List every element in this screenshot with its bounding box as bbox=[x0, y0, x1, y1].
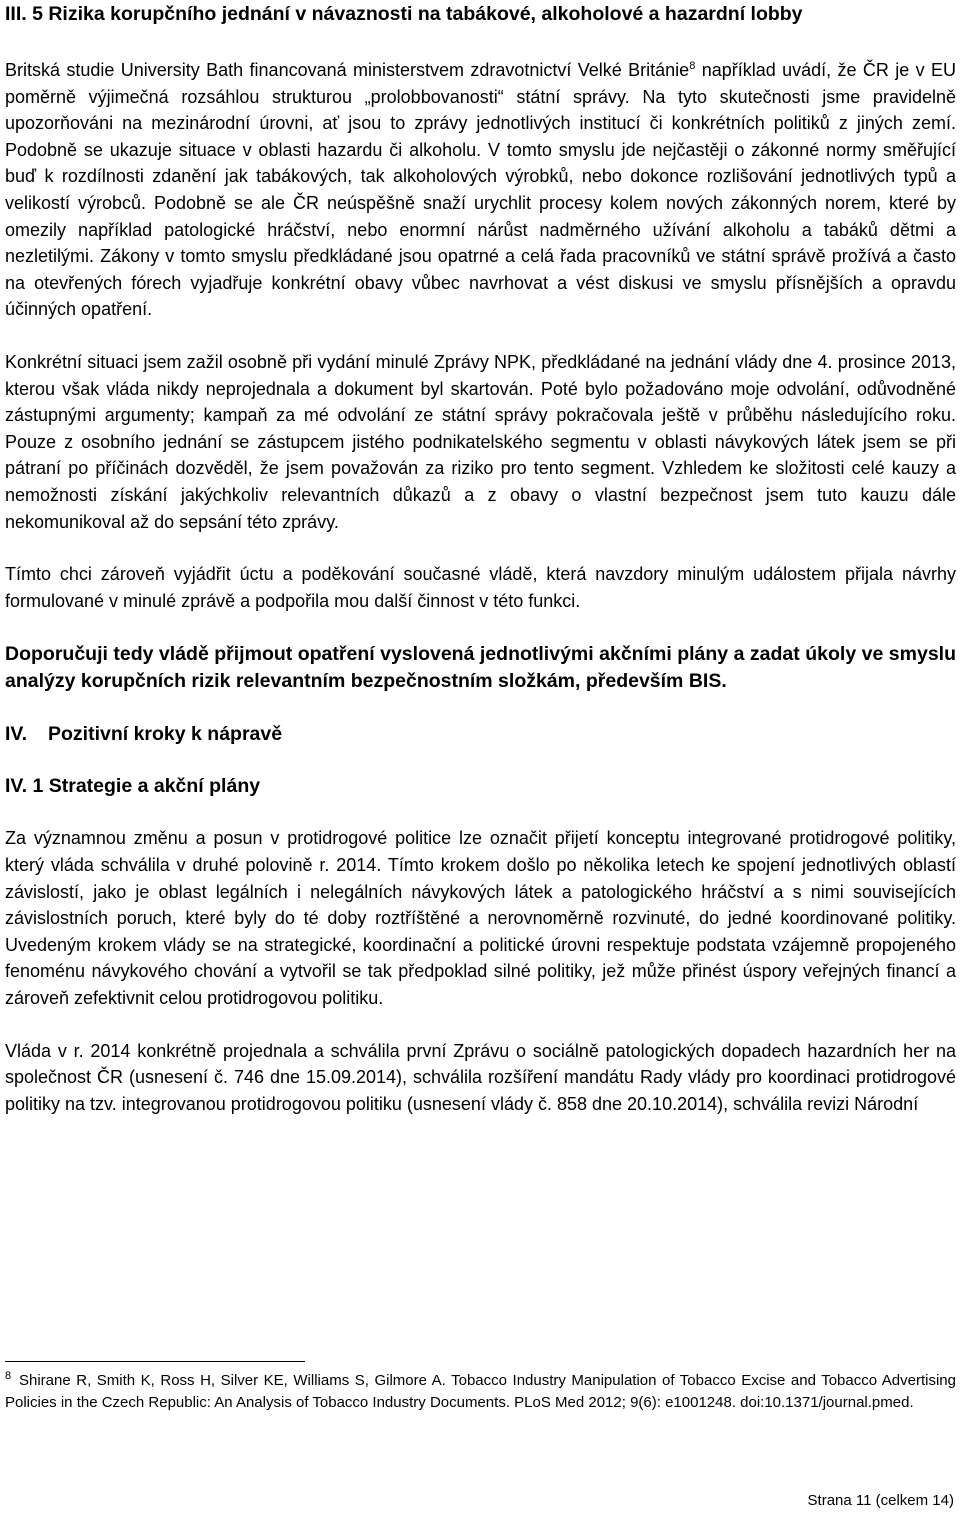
footnote-text: Shirane R, Smith K, Ross H, Silver KE, Williams S, Gilmore A. Tobacco Industry Manipulation of Tobacco Excise and Tobacco Advertising Policies in the Czech Republic: An Analysis of Tobacco Industry Documents. PLoS Med 2012; 9(6): e1001248. doi:10.1371/journal.pmed. bbox=[5, 1372, 956, 1411]
footnote-reference: 8 bbox=[689, 60, 696, 72]
paragraph-integrated-policy: Za významnou změnu a posun v protidrogové politice lze označit přijetí konceptu integrované protidrogové politiky, který vláda schválila v druhé polovině r. 2014. Tímto krokem došlo po několika letech ke spojení jednotlivých oblastí závislostí, jako je oblast legálních i nelegálních návykových látek a patologického hráčství a s nimi souvisejících závislostních poruch, které byly do té doby roztříštěné a nerovnoměrně rozvinuté, do jedné koordinované politiky. Uvedeným krokem vlády se na strategické, koordinační a politické úrovni respektuje podstata vzájemně propojeného fenoménu návykového chování a vytvořil se tak předpoklad silné politiky, jež může přinést úspory veřejných financí a zároveň zefektivnit celou protidrogovou politiku. bbox=[5, 828, 956, 1009]
document-page bbox=[5, 0, 956, 1117]
paragraph-thanks: Tímto chci zároveň vyjádřit úctu a poděkování současné vládě, která navzdory minulým událostem přijala návrhy formulované v minulé zprávě a podpořila mou další činnost v této funkci. bbox=[5, 564, 956, 611]
paragraph-recommendation: Doporučuji tedy vládě přijmout opatření vyslovená jednotlivými akčními plány a zadat úkoly ve smyslu analýzy korupčních rizik relevantním bezpečnostním složkám, především BIS. bbox=[5, 643, 956, 692]
paragraph-lobby-study-start: Britská studie University Bath financovaná ministerstvem zdravotnictví Velké Británie bbox=[5, 60, 690, 80]
paragraph-government-actions: Vláda v r. 2014 konkrétně projednala a schválila první Zprávu o sociálně patologických dopadech hazardních her na společnost ČR (usnesení č. 746 dne 15.09.2014), schválila rozšíření mandátu Rady vlády pro koordinaci protidrogové politiky na tzv. integrovanou protidrogovou politiku (usnesení vlády č. 858 dne 20.10.2014), schválila revizi Národní bbox=[5, 1040, 956, 1114]
section-title: Pozitivní kroky k nápravě bbox=[48, 723, 283, 746]
section-heading bbox=[5, 721, 956, 747]
paragraph-lobby-study bbox=[5, 57, 956, 323]
subsection-heading: IV. 1 Strategie a akční plány bbox=[5, 775, 261, 798]
page-number: Strana 11 (celkem 14) bbox=[807, 1492, 954, 1509]
footnote-separator bbox=[5, 1361, 305, 1362]
footnote: 8 Shirane R, Smith K, Ross H, Silver KE, Williams S, Gilmore A. Tobacco Industry Manipulation of Tobacco Excise and Tobacco Advertising Policies in the Czech Republic: An Analysis of Tobacco Industry Documents. PLoS Med 2012; 9(6): e1001248. doi:10.1371/journal.pmed. bbox=[5, 1370, 956, 1411]
section-number: IV. bbox=[5, 723, 28, 746]
paragraph-personal-experience: Konkrétní situaci jsem zažil osobně při vydání minulé Zprávy NPK, předkládané na jednání vlády dne 4. prosince 2013, kterou však vláda nikdy neprojednala a dokument byl skartován. Poté bylo požadováno moje odvolání, odůvodněné zástupnými argumenty; kampaň za mé odvolání ze státní správy pokračovala ještě v průběhu následujícího roku. Pouze z osobního jednání se zástupcem jistého podnikatelského segmentu v oblasti návykových látek jsem se při pátraní po příčinách dozvěděl, že jsem považován za riziko pro tento segment. Vzhledem ke složitosti celé kauzy a nemožnosti získání jakýchkoliv relevantních důkazů a z obavy o vlastní bezpečnost jsem tuto kauzu dále nekomunikoval až do sepsání této zprávy. bbox=[5, 351, 956, 532]
paragraph-lobby-study-rest: například uvádí, že ČR je v EU poměrně výjimečná rozsáhlou strukturou „prolobbovanosti“ státní správy. Na tyto skutečnosti jsme pravidelně upozorňováni na mezinárodní úrovni, ať jsou to zprávy jednotlivých institucí či konkrétních politiků z jiných zemí. Podobně se ukazuje situace v oblasti hazardu či alkoholu. V tomto smyslu jde nejčastěji o zákonné normy směřující buď k rozdílnosti zdanění jak tabákových, tak alkoholových výrobků, nebo dokonce rozlišování jednotlivých typů a velikostí výrobců. Podobně se ale ČR neúspěšně snaží urychlit procesy kolem nových zákonných norem, které by omezily například patologické hráčství, nebo enormní nárůst nadměrného užívání alkoholu a tabáků dětmi a nezletilými. Zákony v tomto smyslu předkládané jsou opatrné a celá řada pracovníků ve státní správě prožívá a často na otevřených fórech vyjadřuje konkrétní obavy vůbec navrhovat a vést diskusi ve smyslu přísnějších a opravdu účinných opatření. bbox=[5, 60, 956, 320]
chapter-heading: III. 5 Rizika korupčního jednání v návaznosti na tabákové, alkoholové a hazardní lobby bbox=[5, 3, 803, 25]
